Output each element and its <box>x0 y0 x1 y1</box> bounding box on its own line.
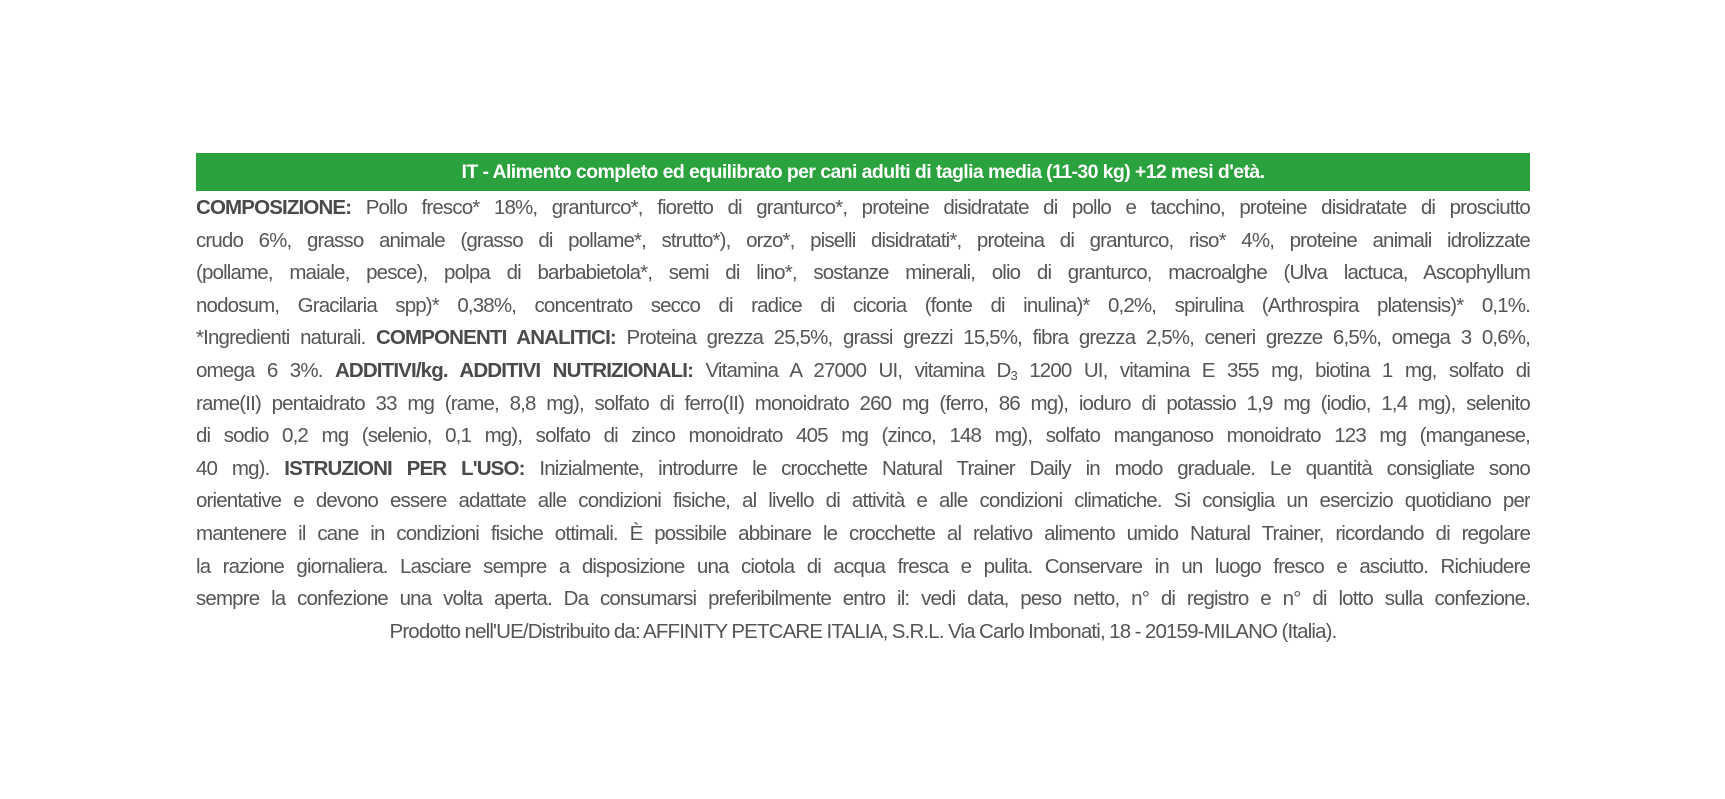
label-text-line <box>196 453 1530 486</box>
label-text: Inizialmente, introdurre le crocchette Natural Trainer Daily in modo graduale. Le quantità consigliate sono <box>524 456 1530 480</box>
section-heading: ADDITIVI/kg. ADDITIVI NUTRIZIONALI: <box>334 358 694 382</box>
label-footer: Prodotto nell'UE/Distribuito da: AFFINITY PETCARE ITALIA, S.R.L. Via Carlo Imbonati, 18 - 20159-MILANO (Italia). <box>389 619 1337 643</box>
label-text: nodosum, Gracilaria spp)* 0,38%, concentrato secco di radice di cicoria (fonte di inulina)* 0,2%, spirulina (Arthrospira platensis)* 0,1%. <box>196 293 1530 317</box>
label-text-line <box>196 388 1530 421</box>
label-text: la razione giornaliera. Lasciare sempre a disposizione una ciotola di acqua fresca e pulita. Conservare in un luogo fresco e asciutto. Richiudere <box>196 554 1530 578</box>
section-heading: ISTRUZIONI PER L'USO: <box>284 456 525 480</box>
label-text-line <box>196 420 1530 453</box>
label-text: Proteina grezza 25,5%, grassi grezzi 15,5%, fibra grezza 2,5%, ceneri grezze 6,5%, omega 3 0,6%, <box>615 326 1530 350</box>
label-title: IT - Alimento completo ed equilibrato per cani adulti di taglia media (11-30 kg) +12 mesi d'età. <box>461 161 1265 183</box>
label-text: rame(II) pentaidrato 33 mg (rame, 8,8 mg), solfato di ferro(II) monoidrato 260 mg (ferro, 86 mg), ioduro di potassio 1,9 mg (iodio, 1,4 mg), selenito <box>196 391 1530 415</box>
label-text: 3 <box>1010 367 1017 383</box>
label-text-line <box>196 225 1530 258</box>
label-text-line <box>196 257 1530 290</box>
label-text: crudo 6%, grasso animale (grasso di pollame*, strutto*), orzo*, piselli disidratati*, proteina di granturco, riso* 4%, proteine animali idrolizzate <box>196 228 1530 252</box>
label-body-text <box>196 192 1530 616</box>
label-text-line <box>196 355 1530 388</box>
label-text: orientative e devono essere adattate alle condizioni fisiche, al livello di attività e alle condizioni climatiche. Si consiglia un esercizio quotidiano per <box>196 489 1530 513</box>
label-text: sempre la confezione una volta aperta. Da consumarsi preferibilmente entro il: vedi data, peso netto, n° di registro e n° di lotto sulla confezione. <box>196 587 1530 611</box>
label-text: 40 mg). <box>196 456 285 480</box>
label-text-line <box>196 192 1530 225</box>
label-text-line <box>196 290 1530 323</box>
label-text-line <box>196 485 1530 518</box>
label-text-line <box>196 583 1530 616</box>
label-text-line <box>196 322 1530 355</box>
label-text: *Ingredienti naturali. <box>196 326 376 350</box>
label-text-line <box>196 551 1530 584</box>
label-text: mantenere il cane in condizioni fisiche ottimali. È possibile abbinare le crocchette al relativo alimento umido Natural Trainer, ricordando di regolare <box>196 521 1530 545</box>
section-heading: COMPOSIZIONE: <box>196 196 352 219</box>
label-text-line <box>196 518 1530 551</box>
product-label <box>196 153 1530 648</box>
label-text: 1200 UI, vitamina E 355 mg, biotina 1 mg, solfato di <box>1016 358 1530 382</box>
label-text: Pollo fresco* 18%, granturco*, fioretto di granturco*, proteine disidratate di pollo e tacchino, proteine disidratate di prosciutto <box>351 196 1530 219</box>
label-title-bar <box>196 153 1530 191</box>
label-text: omega 6 3%. <box>196 358 335 382</box>
label-text: di sodio 0,2 mg (selenio, 0,1 mg), solfato di zinco monoidrato 405 mg (zinco, 148 mg), solfato manganoso monoidrato 123 mg (manganese, <box>196 424 1530 448</box>
label-text: (pollame, maiale, pesce), polpa di barbabietola*, semi di lino*, sostanze minerali, olio di granturco, macroalghe (Ulva lactuca, Ascophyllum <box>196 261 1530 285</box>
label-text: Vitamina A 27000 UI, vitamina D <box>693 358 1011 382</box>
section-heading: COMPONENTI ANALITICI: <box>375 326 616 350</box>
